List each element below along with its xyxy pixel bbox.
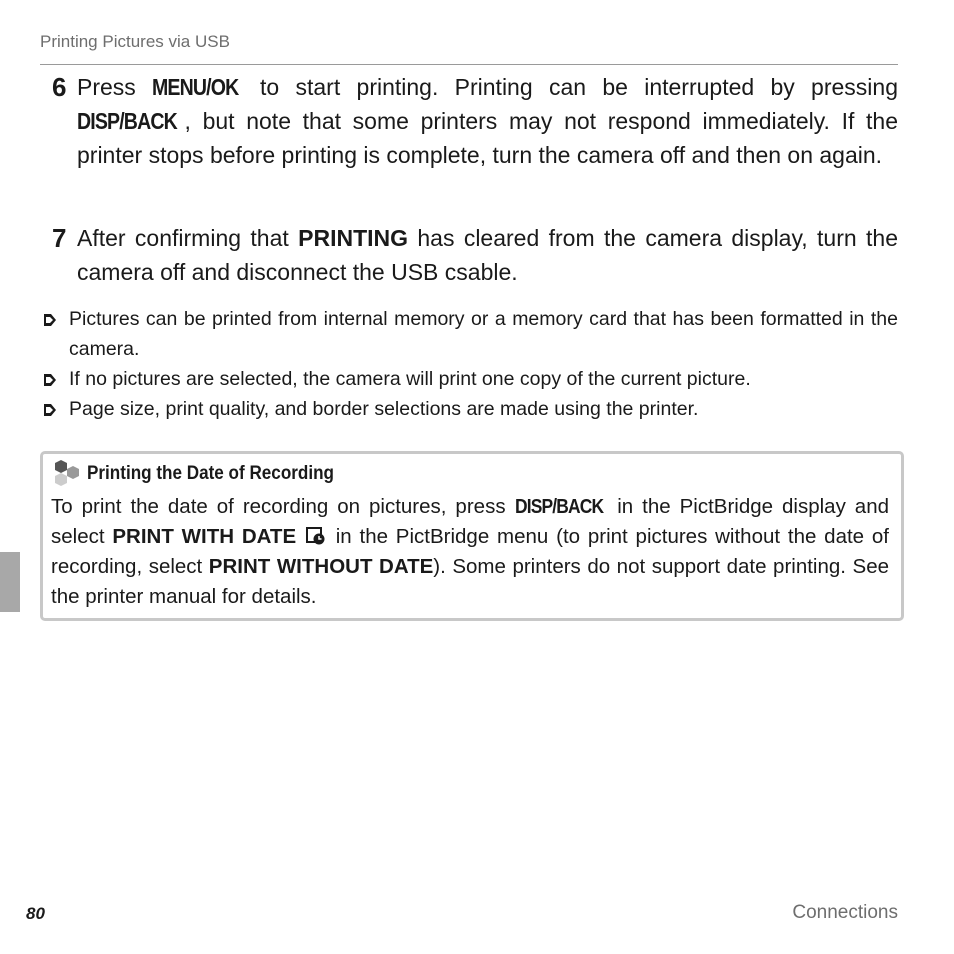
- note-text: Page size, print quality, and border selections are made using the printer.: [69, 398, 699, 420]
- pencil-note-icon: [42, 312, 58, 328]
- step-text-part: , but note that some printers may not respond immediately. If the printer stops before printing is complete, turn the camera off and then on again.: [77, 108, 898, 168]
- step-number: 6: [52, 72, 67, 102]
- tip-text-part: in the PictBridge display and select: [51, 495, 889, 548]
- tip-text-part: in the PictBridge menu (to print pictures without the date of recording, select: [51, 525, 889, 578]
- note-text: Pictures can be printed from internal memory or a memory card that has been formatted in the camera.: [69, 308, 898, 360]
- running-header: Printing Pictures via USB: [40, 32, 230, 51]
- step-text: [77, 70, 898, 172]
- note-item: [40, 364, 898, 394]
- note-item: [40, 304, 898, 364]
- menu-ok-key: MENU/OK: [152, 74, 239, 100]
- step-text-part: Press: [77, 74, 153, 100]
- tip-text-part: ). Some printers do not support date printing. See the printer manual for details.: [51, 555, 889, 608]
- step-7: [52, 221, 898, 289]
- disp-back-key: DISP/BACK: [77, 108, 177, 134]
- footer-section-title: Connections: [792, 902, 898, 923]
- print-without-date-option: PRINT WITHOUT DATE: [208, 555, 434, 578]
- disp-back-key: DISP/BACK: [514, 495, 603, 518]
- tip-box: [40, 451, 904, 621]
- header-rule: [40, 64, 898, 65]
- tip-box-header: [51, 460, 361, 488]
- date-print-icon: [306, 527, 326, 545]
- print-with-date-option: PRINT WITH DATE: [112, 525, 297, 548]
- notes-list: [40, 304, 898, 424]
- note-text: If no pictures are selected, the camera will print one copy of the current picture.: [69, 368, 751, 390]
- tip-icon: [51, 460, 83, 488]
- tip-box-title: Printing the Date of Recording: [87, 463, 335, 484]
- tip-box-body: [51, 492, 889, 612]
- printing-label: PRINTING: [298, 225, 409, 251]
- tip-text-part: To print the date of recording on pictures, press: [51, 495, 515, 518]
- page-number: 80: [26, 904, 45, 923]
- step-text-part: has cleared from the camera display, turn the camera off and disconnect the USB csable.: [77, 225, 898, 285]
- chapter-side-tab: [0, 552, 20, 612]
- step-text: [77, 221, 898, 289]
- note-item: [40, 394, 898, 424]
- step-6: [52, 70, 898, 172]
- pencil-note-icon: [42, 402, 58, 418]
- pencil-note-icon: [42, 372, 58, 388]
- step-number: 7: [52, 223, 67, 253]
- step-text-part: After confirming that: [77, 225, 299, 251]
- step-text-part: to start printing. Printing can be interrupted by pressing: [243, 74, 898, 100]
